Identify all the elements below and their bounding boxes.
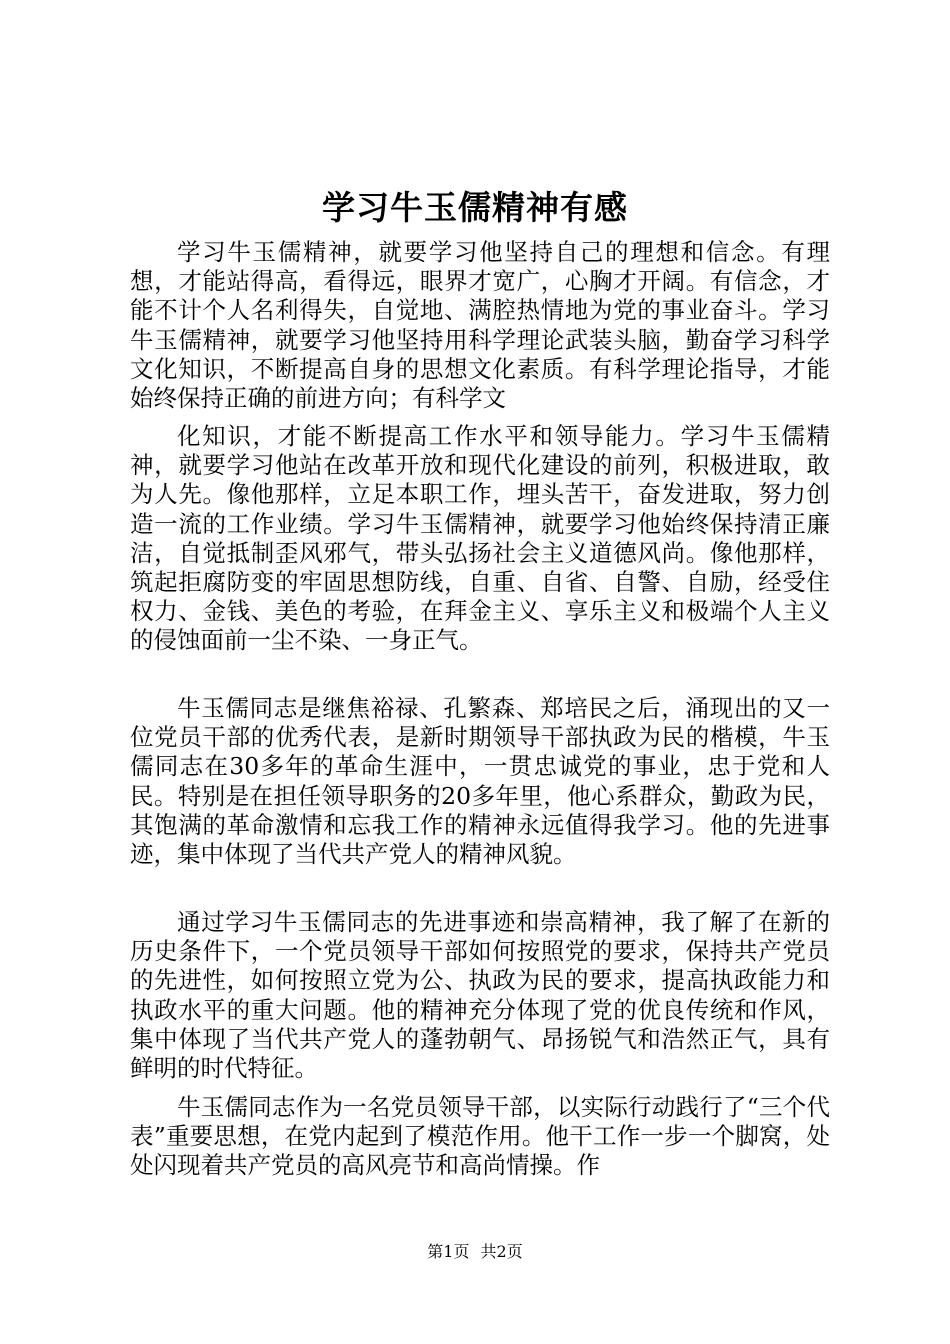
paragraph-5: 牛玉儒同志作为一名党员领导干部，以实际行动践行了“三个代表”重要思想，在党内起到了模范作用。他干工作一步一个脚窝，处处闪现着共产党员的高风亮节和高尚情操。作 bbox=[130, 1093, 830, 1180]
total-page-count: 共2页 bbox=[480, 1242, 523, 1261]
paragraph-3: 牛玉儒同志是继焦裕禄、孔繁森、郑培民之后，涌现出的又一位党员干部的优秀代表，是新时期领导干部执政为民的楷模，牛玉儒同志在30多年的革命生涯中，一贯忠诚党的事业，忠于党和人民。特别是在担任领导职务的20多年里，他心系群众，勤政为民，其饱满的革命激情和忘我工作的精神永远值得我学习。他的先进事迹，集中体现了当代共产党人的精神风貌。 bbox=[130, 694, 830, 869]
page-footer bbox=[0, 1241, 950, 1263]
current-page-number: 第1页 bbox=[427, 1242, 470, 1261]
paragraph-2: 化知识，才能不断提高工作水平和领导能力。学习牛玉儒精神，就要学习他站在改革开放和现代化建设的前列，积极进取，敢为人先。像他那样，立足本职工作，埋头苦干，奋发进取，努力创造一流的工作业绩。学习牛玉儒精神，就要学习他始终保持清正廉洁，自觉抵制歪风邪气，带头弘扬社会主义道德风尚。像他那样，筑起拒腐防变的牢固思想防线，自重、自省、自警、自励，经受住权力、金钱、美色的考验，在拜金主义、享乐主义和极端个人主义的侵蚀面前一尘不染、一身正气。 bbox=[130, 422, 830, 655]
paragraph-4: 通过学习牛玉儒同志的先进事迹和崇高精神，我了解了在新的历史条件下，一个党员领导干部如何按照党的要求，保持共产党员的先进性，如何按照立党为公、执政为民的要求，提高执政能力和执政水平的重大问题。他的精神充分体现了党的优良传统和作风，集中体现了当代共产党人的蓬勃朝气、昂扬锐气和浩然正气，具有鲜明的时代特征。 bbox=[130, 908, 830, 1083]
paragraph-1: 学习牛玉儒精神，就要学习他坚持自己的理想和信念。有理想，才能站得高，看得远，眼界才宽广，心胸才开阔。有信念，才能不计个人名利得失，自觉地、满腔热情地为党的事业奋斗。学习牛玉儒精神，就要学习他坚持用科学理论武装头脑，勤奋学习科学文化知识，不断提高自身的思想文化素质。有科学理论指导，才能始终保持正确的前进方向；有科学文 bbox=[130, 238, 830, 413]
document-title: 学习牛玉儒精神有感 bbox=[322, 188, 628, 227]
